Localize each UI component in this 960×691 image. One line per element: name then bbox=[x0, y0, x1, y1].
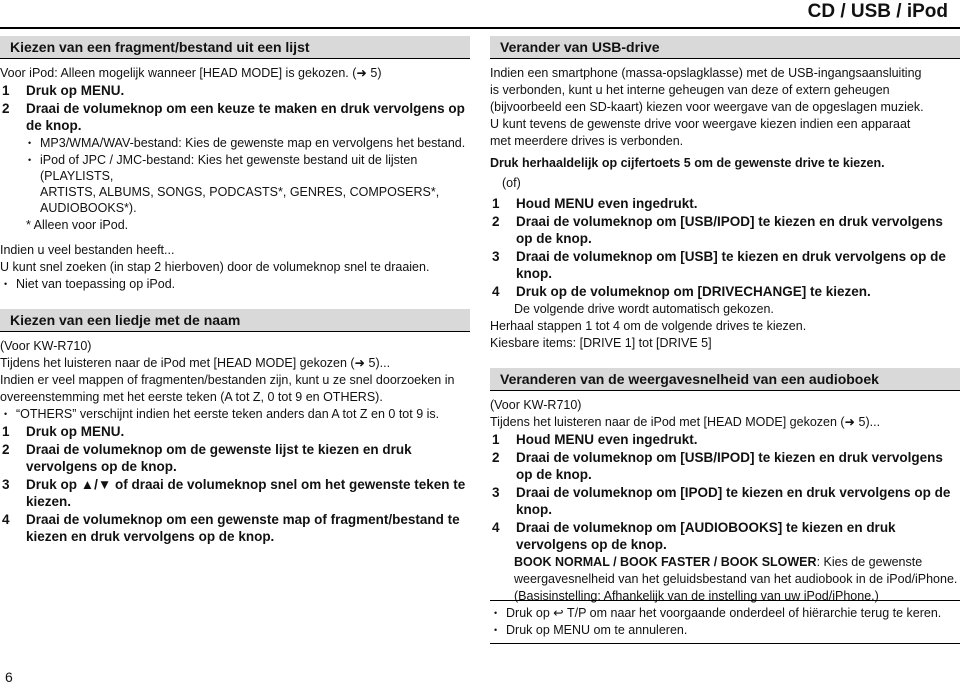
usb-text-4: U kunt tevens de gewenste drive voor weergave kiezen indien een apparaat bbox=[490, 117, 911, 131]
speed-default: (Basisinstelling: Afhankelijk van de instelling van uw iPod/iPhone.) bbox=[514, 589, 879, 603]
page-number: 6 bbox=[5, 669, 13, 685]
page-header-title: CD / USB / iPod bbox=[807, 1, 948, 22]
step-2: 2 Draai de volumeknop om de gewenste lijst te kiezen en druk vervolgens op de knop. bbox=[2, 442, 412, 474]
section-title-fragment-list: Kiezen van een fragment/bestand uit een lijst bbox=[0, 36, 470, 59]
search-note-2: overeenstemming met het eerste teken (A tot Z, 0 tot 9 en OTHERS). bbox=[0, 390, 383, 404]
section-title-usb-drive: Verander van USB-drive bbox=[490, 36, 960, 59]
step-1: 1 Houd MENU even ingedrukt. bbox=[492, 196, 698, 211]
many-files-text: U kunt snel zoeken (in stap 2 hierboven) door de volumeknop snel te draaien. bbox=[0, 260, 430, 274]
step-1: 1 Druk op MENU. bbox=[2, 83, 125, 98]
bullet-others: • “OTHERS” verschijnt indien het eerste teken anders dan A tot Z en 0 tot 9 is. bbox=[4, 407, 440, 421]
step-4: 4 Draai de volumeknop om [AUDIOBOOKS] te kiezen en druk vervolgens op de knop. bbox=[492, 520, 896, 552]
step-2: 2 Draai de volumeknop om [USB/IPOD] te kiezen en druk vervolgens op de knop. bbox=[492, 214, 943, 246]
ipod-note: Voor iPod: Alleen mogelijk wanneer [HEAD MODE] is gekozen. (➜ 5) bbox=[0, 66, 382, 80]
usb-text-1: Indien een smartphone (massa-opslagklasse) met de USB-ingangsaansluiting bbox=[490, 66, 922, 80]
usb-text-2: is verbonden, kunt u het interne geheugen van deze of extern geheugen bbox=[490, 83, 890, 97]
step-4-note: De volgende drive wordt automatisch gekozen. bbox=[514, 302, 774, 316]
press-key-5: Druk herhaaldelijk op cijfertoets 5 om de gewenste drive te kiezen. bbox=[490, 156, 885, 170]
step-4: 4 Draai de volumeknop om een gewenste map of fragment/bestand te kiezen en druk vervolgens op de knop. bbox=[2, 512, 460, 544]
step-1: 1 Druk op MENU. bbox=[2, 424, 125, 439]
step-4: 4 Druk op de volumeknop om [DRIVECHANGE] te kiezen. bbox=[492, 284, 871, 299]
bullet-not-ipod: • Niet van toepassing op iPod. bbox=[4, 277, 176, 291]
or-label: (of) bbox=[502, 176, 521, 190]
right-column bbox=[490, 36, 960, 605]
model-note: (Voor KW-R710) bbox=[0, 339, 92, 353]
section-title-audiobook-speed: Veranderen van de weergavesnelheid van een audioboek bbox=[490, 368, 960, 391]
left-column bbox=[0, 36, 470, 546]
model-note: (Voor KW-R710) bbox=[490, 398, 582, 412]
listen-note: Tijdens het luisteren naar de iPod met [HEAD MODE] gekozen (➜ 5)... bbox=[0, 356, 391, 370]
repeat-note: Herhaal stappen 1 tot 4 om de volgende drives te kiezen. bbox=[490, 319, 807, 333]
search-note-1: Indien er veel mappen of fragmenten/bestanden zijn, kunt u ze snel doorzoeken in bbox=[0, 373, 455, 387]
step-3: 3 Druk op ▲/▼ of draai de volumeknop snel om het gewenste teken te kiezen. bbox=[2, 477, 466, 509]
footnote-ipod-only: * Alleen voor iPod. bbox=[26, 218, 129, 232]
note-cancel: • Druk op MENU om te annuleren. bbox=[494, 623, 688, 637]
step-2: 2 Draai de volumeknop om [USB/IPOD] te kiezen en druk vervolgens op de knop. bbox=[492, 450, 943, 482]
step-3: 3 Draai de volumeknop om [USB] te kiezen en druk vervolgens op de knop. bbox=[492, 249, 946, 281]
usb-text-3: (bijvoorbeeld een SD-kaart) kiezen voor weergave van de opgeslagen muziek. bbox=[490, 100, 924, 114]
step-2: 2 Draai de volumeknop om een keuze te maken en druk vervolgens op de knop. bbox=[2, 101, 465, 133]
bullet-ipod: • iPod of JPC / JMC-bestand: Kies het gewenste bestand uit de lijsten (PLAYLISTS, ARTISTS, ALBUMS, SONGS, PODCASTS*, GENRES, COMPOSERS*, AUDIOBOOKS*). bbox=[28, 153, 440, 215]
bullet-mp3: • MP3/WMA/WAV-bestand: Kies de gewenste map en vervolgens het bestand. bbox=[28, 136, 466, 150]
note-back: • Druk op ↩ T/P om naar het voorgaande onderdeel of hiërarchie terug te keren. bbox=[494, 606, 942, 620]
speed-options: BOOK NORMAL / BOOK FASTER / BOOK SLOWER: Kies de gewenste bbox=[514, 555, 923, 569]
many-files-heading: Indien u veel bestanden heeft... bbox=[0, 243, 175, 257]
section-title-song-name: Kiezen van een liedje met de naam bbox=[0, 309, 470, 332]
notes-box bbox=[490, 600, 960, 644]
speed-desc: weergavesnelheid van het geluidsbestand van het audiobook in de iPod/iPhone. bbox=[514, 572, 958, 586]
header-rule bbox=[0, 27, 960, 29]
usb-text-5: met meerdere drives is verbonden. bbox=[490, 134, 684, 148]
listen-note: Tijdens het luisteren naar de iPod met [HEAD MODE] gekozen (➜ 5)... bbox=[490, 415, 881, 429]
selectable-items: Kiesbare items: [DRIVE 1] tot [DRIVE 5] bbox=[490, 336, 712, 350]
step-1: 1 Houd MENU even ingedrukt. bbox=[492, 432, 698, 447]
step-3: 3 Draai de volumeknop om [IPOD] te kiezen en druk vervolgens op de knop. bbox=[492, 485, 951, 517]
